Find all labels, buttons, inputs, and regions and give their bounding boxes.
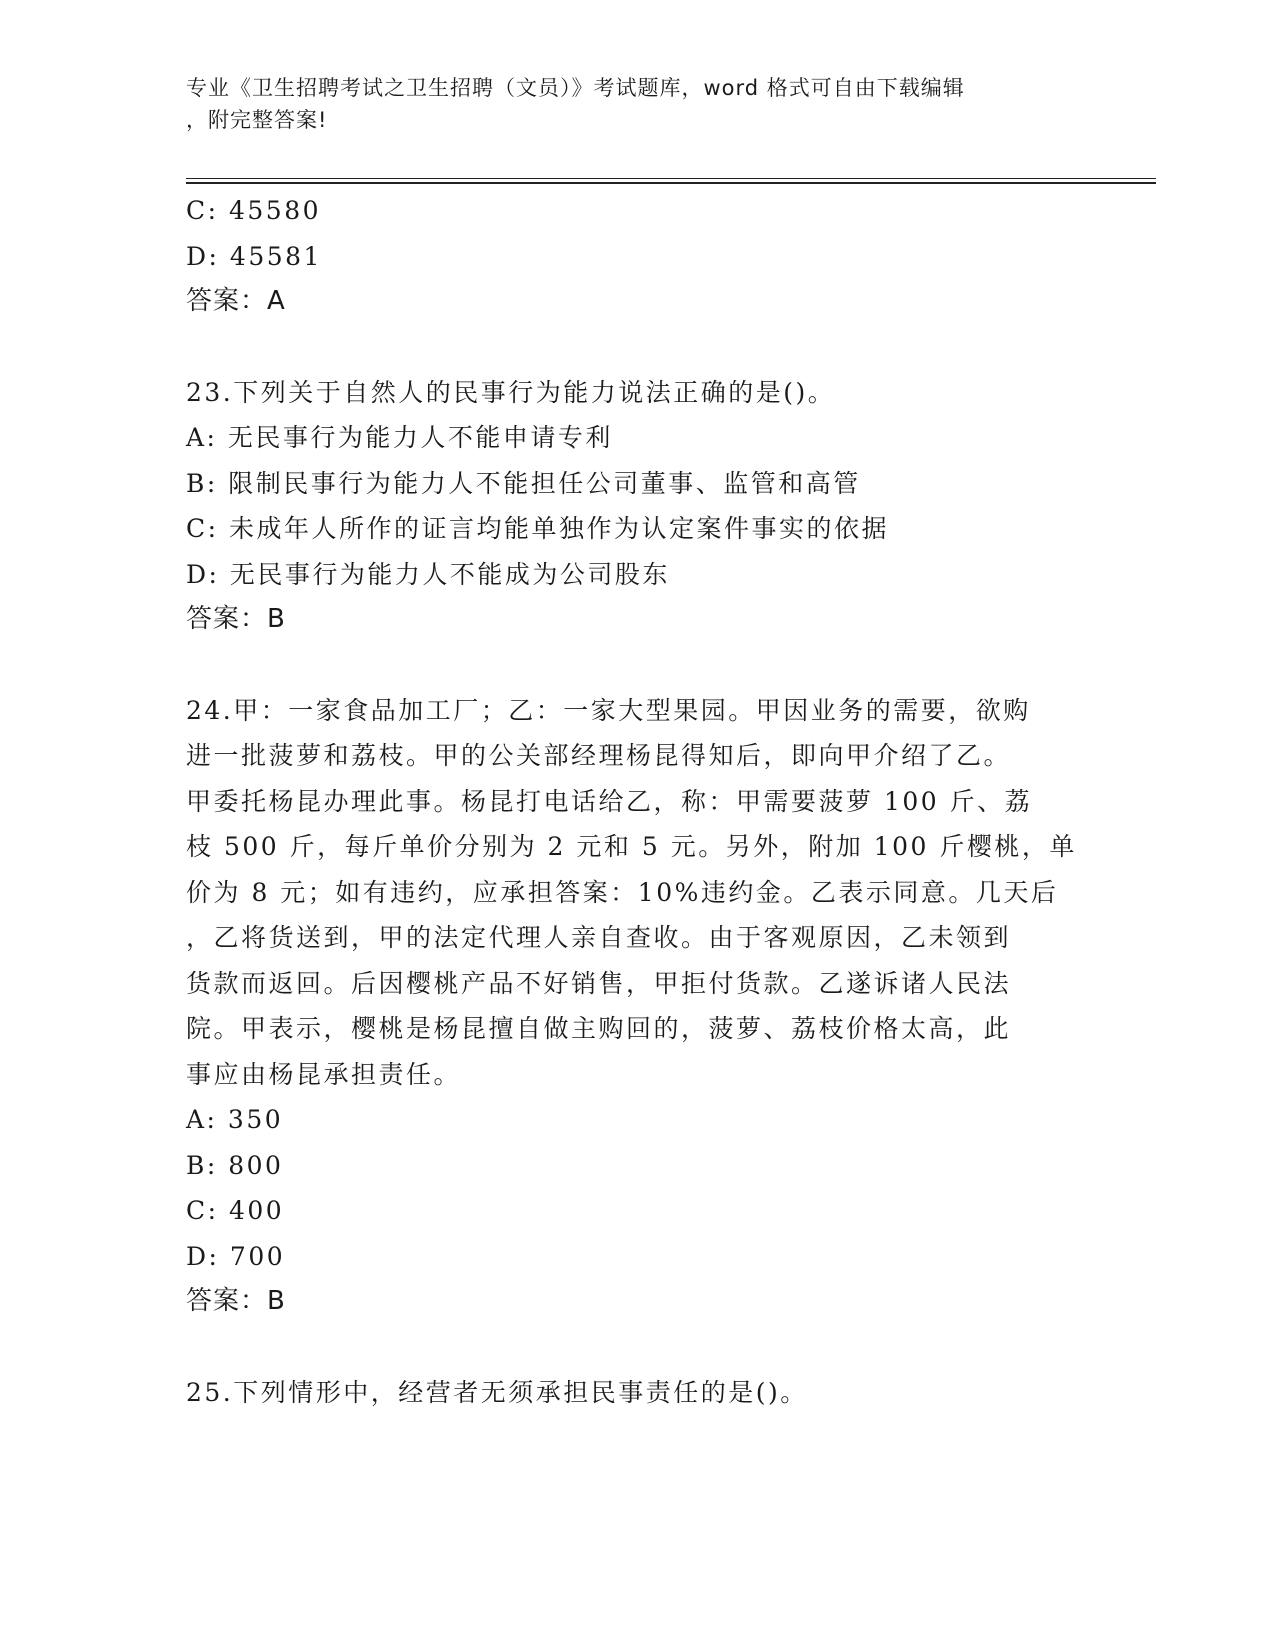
- option-d: D: 无民事行为能力人不能成为公司股东: [186, 559, 670, 589]
- option-c: C: 45580: [186, 196, 322, 225]
- header-divider-thin: [186, 178, 1156, 179]
- spacer: [186, 643, 1086, 688]
- question-text-line: 甲委托杨昆办理此事。杨昆打电话给乙，称：甲需要菠萝 100 斤、荔: [186, 786, 1033, 816]
- header-line-2: ，附完整答案!: [186, 108, 328, 132]
- header-divider-thick: [186, 182, 1156, 184]
- option-a: A: 350: [186, 1105, 284, 1134]
- option-d: D: 45581: [186, 241, 322, 271]
- prev-question-block: [186, 188, 1086, 325]
- question-text-line: ，乙将货送到，甲的法定代理人亲自查收。由于客观原因，乙未领到: [186, 923, 1012, 952]
- option-b: B: 限制民事行为能力人不能担任公司董事、监管和高管: [186, 468, 861, 498]
- question-text: 23.下列关于自然人的民事行为能力说法正确的是()。: [186, 377, 836, 407]
- question-24: [186, 688, 1086, 1325]
- option-c: C: 未成年人所作的证言均能单独作为认定案件事实的依据: [186, 514, 890, 543]
- question-text-line: 事应由杨昆承担责任。: [186, 1059, 462, 1089]
- document-body: [186, 188, 1086, 1415]
- question-text-line: 院。甲表示，樱桃是杨昆擅自做主购回的，菠萝、荔枝价格太高，此: [186, 1014, 1012, 1043]
- question-text-line: 进一批菠萝和荔枝。甲的公关部经理杨昆得知后，即向甲介绍了乙。: [186, 741, 1012, 770]
- question-text-line: 枝 500 斤，每斤单价分别为 2 元和 5 元。另外，附加 100 斤樱桃，单: [186, 832, 1077, 861]
- question-23: [186, 370, 1086, 643]
- question-text-line: 价为 8 元；如有违约，应承担答案：10%违约金。乙表示同意。几天后: [186, 877, 1059, 907]
- answer-line: 答案：B: [186, 1286, 286, 1316]
- answer-line: 答案：B: [186, 604, 286, 634]
- header-line-1: 专业《卫生招聘考试之卫生招聘（文员）》考试题库，word 格式可自由下载编辑: [186, 76, 965, 100]
- page-header: [186, 72, 1056, 136]
- answer-line: 答案：A: [186, 286, 286, 316]
- option-d: D: 700: [186, 1241, 286, 1271]
- option-a: A: 无民事行为能力人不能申请专利: [186, 423, 613, 452]
- question-text-line: 货款而返回。后因樱桃产品不好销售，甲拒付货款。乙遂诉诸人民法: [186, 968, 1012, 998]
- spacer: [186, 1325, 1086, 1370]
- option-b: B: 800: [186, 1150, 284, 1180]
- option-c: C: 400: [186, 1196, 285, 1225]
- question-25: [186, 1370, 1086, 1416]
- spacer: [186, 325, 1086, 370]
- question-text: 25.下列情形中，经营者无须承担民事责任的是()。: [186, 1377, 808, 1407]
- question-text-line: 24.甲：一家食品加工厂；乙：一家大型果园。甲因业务的需要，欲购: [186, 695, 1031, 725]
